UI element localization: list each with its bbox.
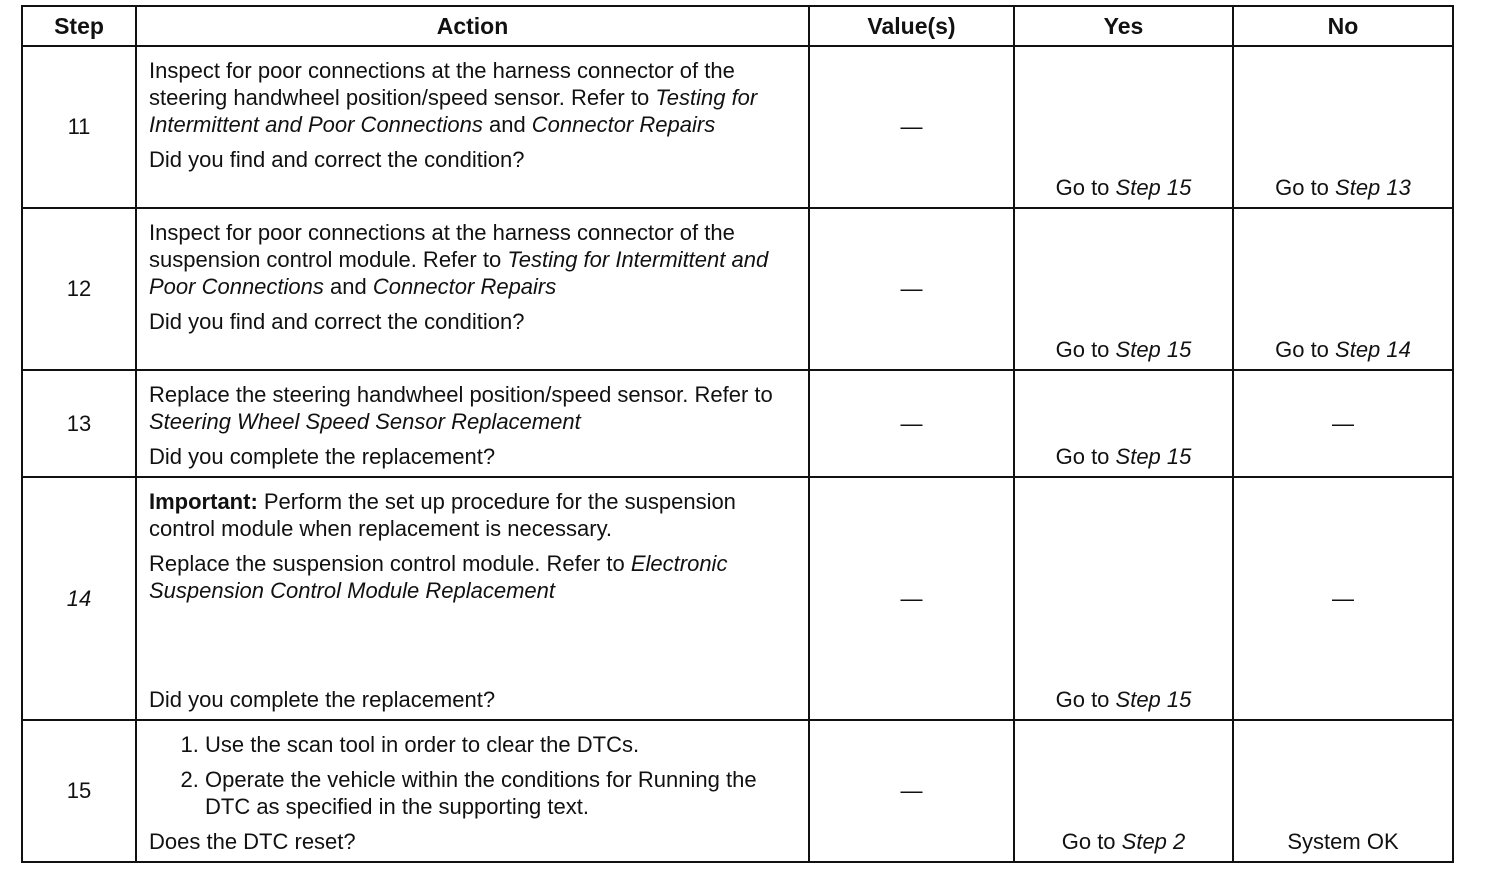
action-cell (136, 477, 809, 720)
action-question: Does the DTC reset? (149, 829, 356, 854)
diagnostic-table (21, 5, 1454, 863)
reference-link: Connector Repairs (531, 112, 716, 137)
value-cell: — (809, 370, 1014, 477)
yes-cell: Go to Step 15 (1014, 370, 1233, 477)
header-row (22, 6, 1453, 46)
step-number: 12 (22, 208, 136, 370)
table-row (22, 477, 1453, 720)
reference-link: Testing for Intermittent and Poor Connections (149, 247, 769, 299)
table-row (22, 46, 1453, 208)
table-row (22, 370, 1453, 477)
yes-cell: Go to Step 2 (1014, 720, 1233, 862)
table-row (22, 720, 1453, 862)
no-cell: Go to Step 13 (1233, 46, 1453, 208)
value-cell: — (809, 208, 1014, 370)
action-question: Did you find and correct the condition? (149, 309, 525, 334)
reference-link: Electronic Suspension Control Module Replacement (149, 551, 728, 603)
header-yes: Yes (1014, 6, 1233, 46)
step-number: 11 (22, 46, 136, 208)
action-cell (136, 46, 809, 208)
list-item: 1. Use the scan tool in order to clear the DTCs. (205, 731, 796, 758)
no-cell: Go to Step 14 (1233, 208, 1453, 370)
step-number: 15 (22, 720, 136, 862)
no-cell: — (1233, 370, 1453, 477)
reference-link: Testing for Intermittent and Poor Connections (149, 85, 758, 137)
step-number: 14 (22, 477, 136, 720)
value-cell: — (809, 720, 1014, 862)
header-no: No (1233, 6, 1453, 46)
action-cell (136, 370, 809, 477)
header-values: Value(s) (809, 6, 1014, 46)
action-text: Replace the steering handwheel position/speed sensor. Refer to Steering Wheel Speed Sensor Replacement (149, 382, 773, 434)
yes-cell: Go to Step 15 (1014, 208, 1233, 370)
yes-cell: Go to Step 15 (1014, 46, 1233, 208)
header-action: Action (136, 6, 809, 46)
action-question: Did you find and correct the condition? (149, 147, 525, 172)
important-note: Important: Perform the set up procedure for the suspension control module when replacement is necessary. (149, 489, 736, 541)
yes-cell: Go to Step 15 (1014, 477, 1233, 720)
action-question: Did you complete the replacement? (149, 687, 496, 712)
action-text: Inspect for poor connections at the harness connector of the suspension control module. Refer to Testing for Intermittent and Poor Connections and Connector Repairs (149, 220, 769, 299)
action-cell (136, 720, 809, 862)
reference-link: Connector Repairs (372, 274, 557, 299)
procedure-list (149, 731, 796, 820)
list-item: 2. Operate the vehicle within the conditions for Running the DTC as specified in the supporting text. (205, 766, 796, 820)
action-cell (136, 208, 809, 370)
action-text: Inspect for poor connections at the harness connector of the steering handwheel position/speed sensor. Refer to Testing for Intermittent and Poor Connections and Connector Repairs (149, 58, 758, 137)
step-number: 13 (22, 370, 136, 477)
value-cell: — (809, 46, 1014, 208)
reference-link: Steering Wheel Speed Sensor Replacement (149, 409, 581, 434)
no-cell: — (1233, 477, 1453, 720)
no-cell: System OK (1233, 720, 1453, 862)
header-step: Step (22, 6, 136, 46)
table-row (22, 208, 1453, 370)
value-cell: — (809, 477, 1014, 720)
important-label: Important: (149, 489, 258, 514)
action-question: Did you complete the replacement? (149, 444, 496, 469)
action-text: Replace the suspension control module. Refer to Electronic Suspension Control Module Replacement (149, 551, 728, 603)
